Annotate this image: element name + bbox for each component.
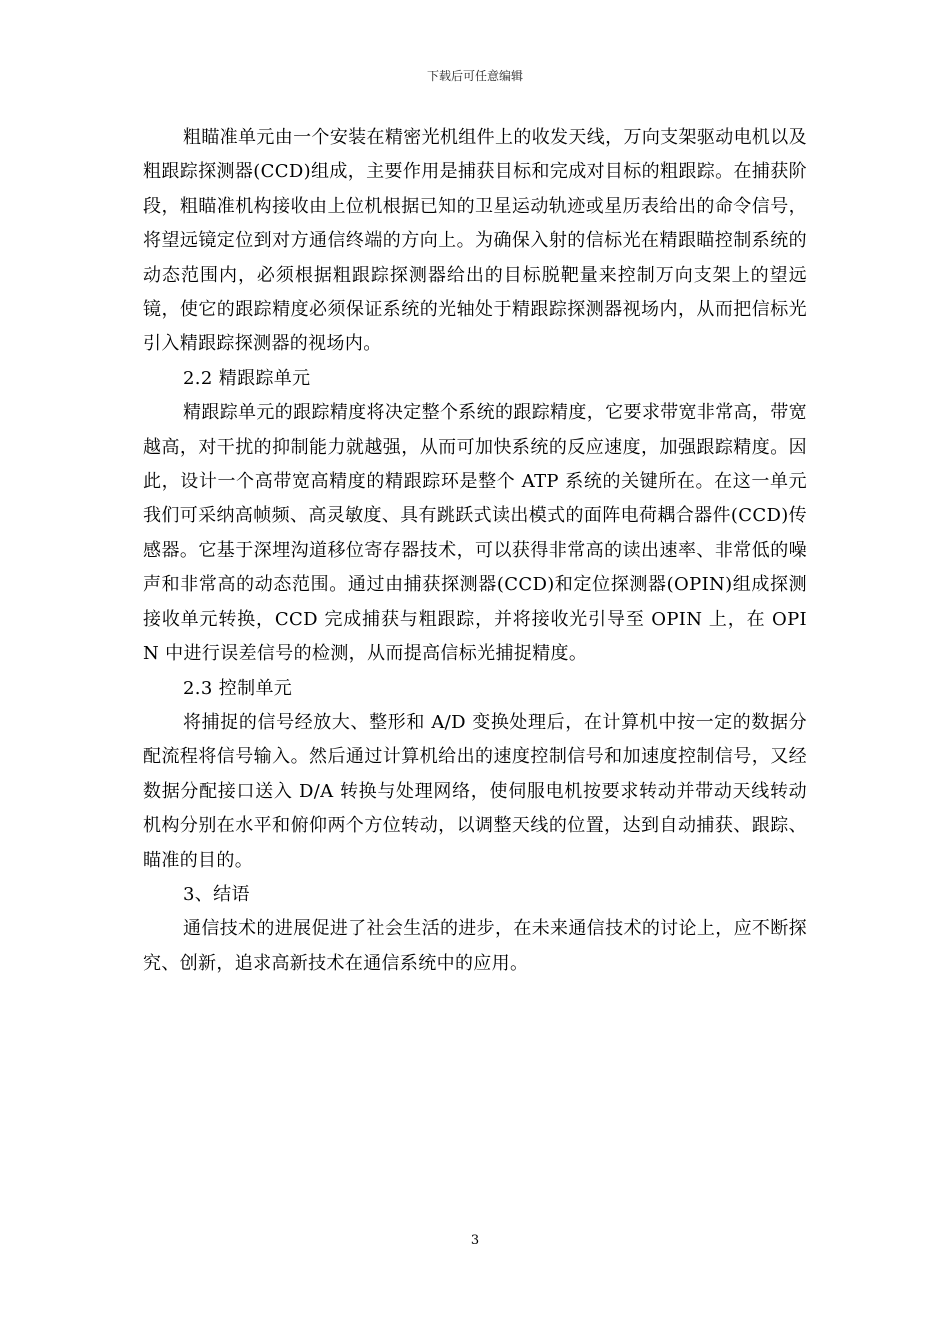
header-note: 下载后可任意编辑 [426, 69, 523, 83]
paragraph-control-unit: 将捕捉的信号经放大、整形和 A/D 变换处理后，在计算机中按一定的数据分配流程将信号输入。然后通过计算机给出的速度控制信号和加速度控制信号，又经数据分配接口送入 D/A 转换与处理网络，使伺服电机按要求转动并带动天线转动机构分别在水平和俯仰两个方位转动，以调整天线的位置，达到自动捕获、跟踪、瞄准的目的。 [143, 711, 807, 871]
section-heading-fine-tracking-unit: 2.2 精跟踪单元 [183, 367, 311, 389]
document-body [143, 121, 807, 981]
paragraph-conclusion: 通信技术的进展促进了社会生活的进步，在未来通信技术的讨论上，应不断探究、创新，追求高新技术在通信系统中的应用。 [143, 918, 807, 974]
paragraph-coarse-aiming-unit: 粗瞄准单元由一个安装在精密光机组件上的收发天线，万向支架驱动电机以及粗跟踪探测器(CCD)组成，主要作用是捕获目标和完成对目标的粗跟踪。在捕获阶段，粗瞄准机构接收由上位机根据已知的卫星运动轨迹或星历表给出的命令信号，将望远镜定位到对方通信终端的方向上。为确保入射的信标光在精跟瞄控制系统的动态范围内，必须根据粗跟踪探测器给出的目标脱靶量来控制万向支架上的望远镜，使它的跟踪精度必须保证系统的光轴处于精跟踪探测器视场内，从而把信标光引入精跟踪探测器的视场内。 [143, 127, 807, 355]
paragraph-fine-tracking-unit: 精跟踪单元的跟踪精度将决定整个系统的跟踪精度，它要求带宽非常高，带宽越高，对干扰的抑制能力就越强，从而可加快系统的反应速度，加强跟踪精度。因此，设计一个高带宽高精度的精跟踪环是整个 ATP 系统的关键所在。在这一单元我们可采纳高帧频、高灵敏度、具有跳跃式读出模式的面阵电荷耦合器件(CCD)传感器。它基于深埋沟道移位寄存器技术，可以获得非常高的读出速率、非常低的噪声和非常高的动态范围。通过由捕获探测器(CCD)和定位探测器(OPIN)组成探测接收单元转换，CCD 完成捕获与粗跟踪，并将接收光引导至 OPIN 上，在 OPIN 中进行误差信号的检测，从而提高信标光捕捉精度。 [143, 402, 807, 665]
page-number: 3 [470, 1233, 480, 1248]
section-heading-control-unit: 2.3 控制单元 [183, 677, 293, 699]
section-heading-conclusion: 3、结语 [183, 883, 250, 905]
